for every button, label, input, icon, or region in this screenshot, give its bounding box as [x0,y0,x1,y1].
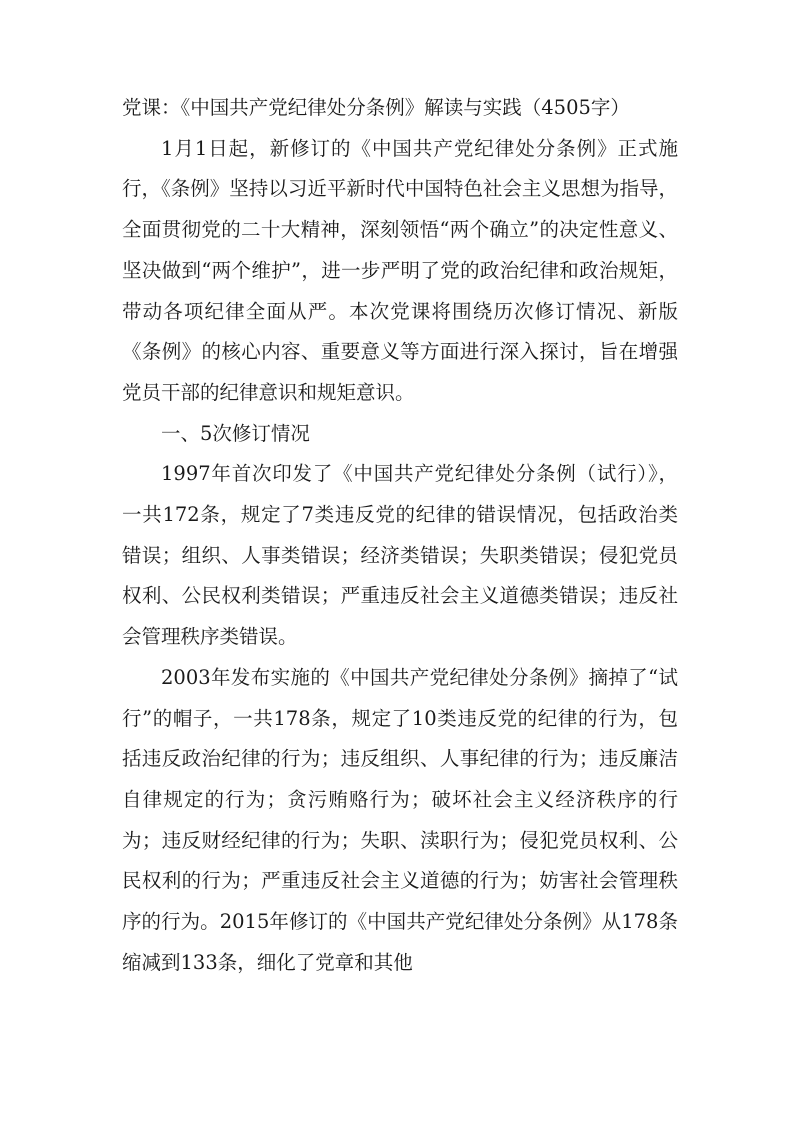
paragraph-2003: 2003年发布实施的《中国共产党纪律处分条例》摘掉了“试行”的帽子，一共178条，规定了10类违反党的纪律的行为，包括违反政治纪律的行为；违反组织、人事纪律的行为；违反廉洁自律规定的行为；贪污贿赂行为；破坏社会主义经济秩序的行为；违反财经纪律的行为；失职、渎职行为；侵犯党员权利、公民权利的行为；严重违反社会主义道德的行为；妨害社会管理秩序的行为。2015年修订的《中国共产党纪律处分条例》从178条缩减到133条，细化了党章和其他 [122,665,678,974]
document-title: 党课：《中国共产党纪律处分条例》解读与实践（4505字） [122,96,630,119]
section-heading: 一、5次修订情况 [161,421,310,445]
paragraph-1997: 1997年首次印发了《中国共产党纪律处分条例（试行）》，一共172条，规定了7类违反党的纪律的错误情况，包括政治类错误；组织、人事类错误；经济类错误；失职类错误；侵犯党员权利、公民权利类错误；严重违反社会主义道德类错误；违反社会管理秩序类错误。 [122,462,678,649]
document-body [122,88,678,983]
paragraph-intro: 1月1日起，新修订的《中国共产党纪律处分条例》正式施行，《条例》坚持以习近平新时代中国特色社会主义思想为指导，全面贯彻党的二十大精神，深刻领悟“两个确立”的决定性意义、坚决做到“两个维护”，进一步严明了党的政治纪律和政治规矩，带动各项纪律全面从严。本次党课将围绕历次修订情况、新版《条例》的核心内容、重要意义等方面进行深入探讨，旨在增强党员干部的纪律意识和规矩意识。 [122,136,678,404]
